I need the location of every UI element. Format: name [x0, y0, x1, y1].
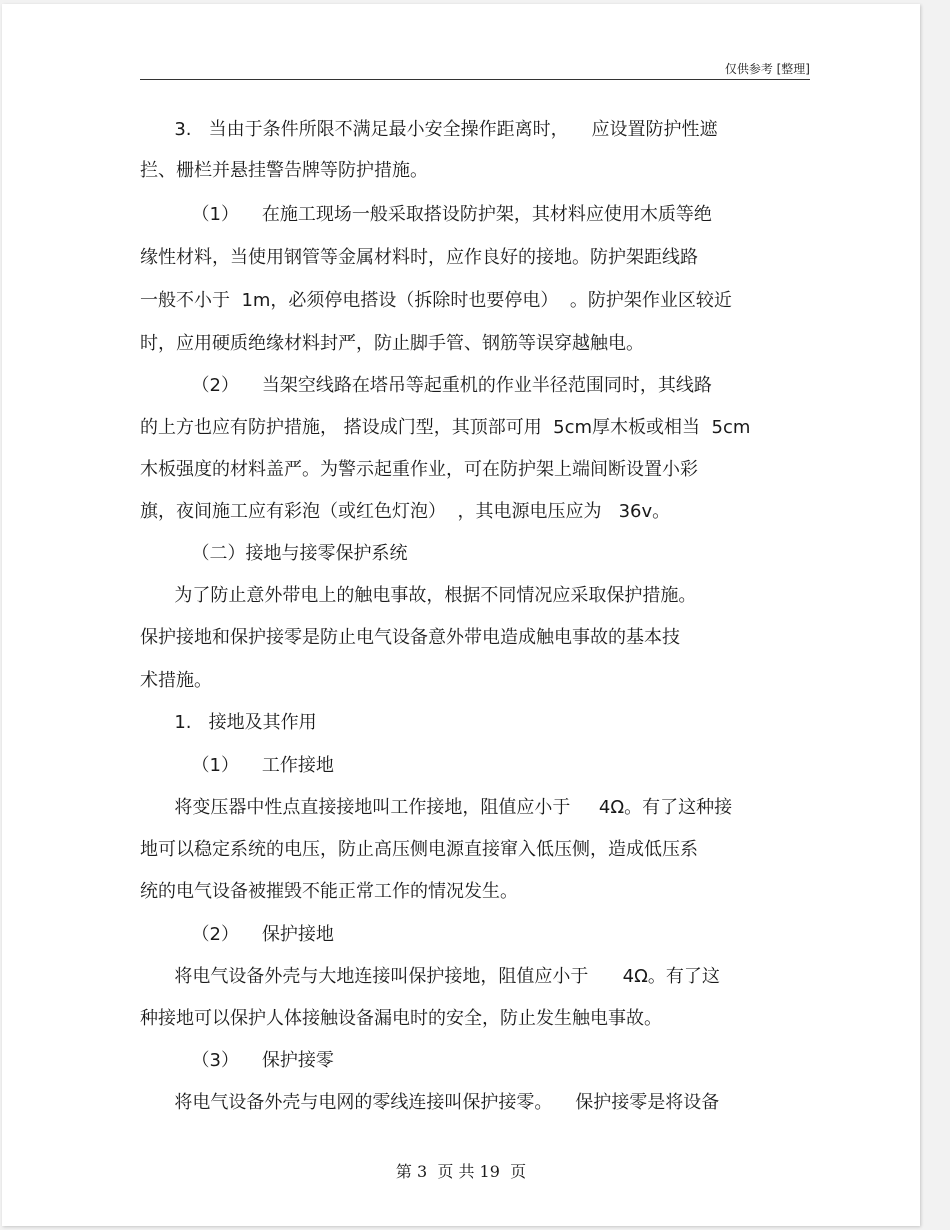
text-line: 1. 接地及其作用	[140, 712, 317, 733]
text-line: 将变压器中性点直接接地叫工作接地，阻值应小于 4Ω。有了这种接	[140, 797, 733, 818]
text-line: 将电气设备外壳与大地连接叫保护接地，阻值应小于 4Ω。有了这	[140, 966, 720, 987]
header-rule	[140, 79, 810, 80]
text-line: 拦、栅栏并悬挂警告牌等防护措施。	[140, 160, 428, 181]
header-note: 仅供参考 [整理]	[724, 62, 810, 76]
text-line: 木板强度的材料盖严。为警示起重作业，可在防护架上端间断设置小彩	[140, 459, 698, 480]
text-line: 一般不小于 1m，必须停电搭设（拆除时也要停电） 。防护架作业区较近	[140, 290, 732, 311]
text-line: 将电气设备外壳与电网的零线连接叫保护接零。 保护接零是将设备	[140, 1092, 720, 1113]
text-line: 保护接地和保护接零是防止电气设备意外带电造成触电事故的基本技	[140, 627, 680, 648]
document-page	[2, 4, 920, 1226]
text-line: 旗，夜间施工应有彩泡（或红色灯泡） ，其电源电压应为 36v。	[140, 501, 671, 522]
text-line: （1） 工作接地	[140, 755, 334, 776]
text-line: （1） 在施工现场一般采取搭设防护架，其材料应使用木质等绝	[140, 204, 712, 225]
text-line: （3） 保护接零	[140, 1050, 334, 1071]
text-line: 术措施。	[140, 670, 212, 691]
text-line: 时，应用硬质绝缘材料封严，防止脚手管、钢筋等误穿越触电。	[140, 333, 644, 354]
text-line: 的上方也应有防护措施， 搭设成门型，其顶部可用 5cm厚木板或相当 5cm	[140, 417, 751, 438]
text-line: 种接地可以保护人体接触设备漏电时的安全，防止发生触电事故。	[140, 1008, 662, 1029]
text-line: 为了防止意外带电上的触电事故，根据不同情况应采取保护措施。	[140, 585, 697, 606]
text-line: 缘性材料，当使用钢管等金属材料时，应作良好的接地。防护架距线路	[140, 247, 698, 268]
page-footer: 第 3 页 共 19 页	[395, 1162, 527, 1181]
text-line: （2） 当架空线路在塔吊等起重机的作业半径范围同时，其线路	[140, 375, 712, 396]
text-line: 地可以稳定系统的电压，防止高压侧电源直接窜入低压侧，造成低压系	[140, 839, 698, 860]
text-line: （二）接地与接零保护系统	[140, 543, 408, 564]
text-line: 3. 当由于条件所限不满足最小安全操作距离时， 应设置防护性遮	[140, 119, 718, 140]
text-line: （2） 保护接地	[140, 924, 334, 945]
text-line: 统的电气设备被摧毁不能正常工作的情况发生。	[140, 881, 518, 902]
